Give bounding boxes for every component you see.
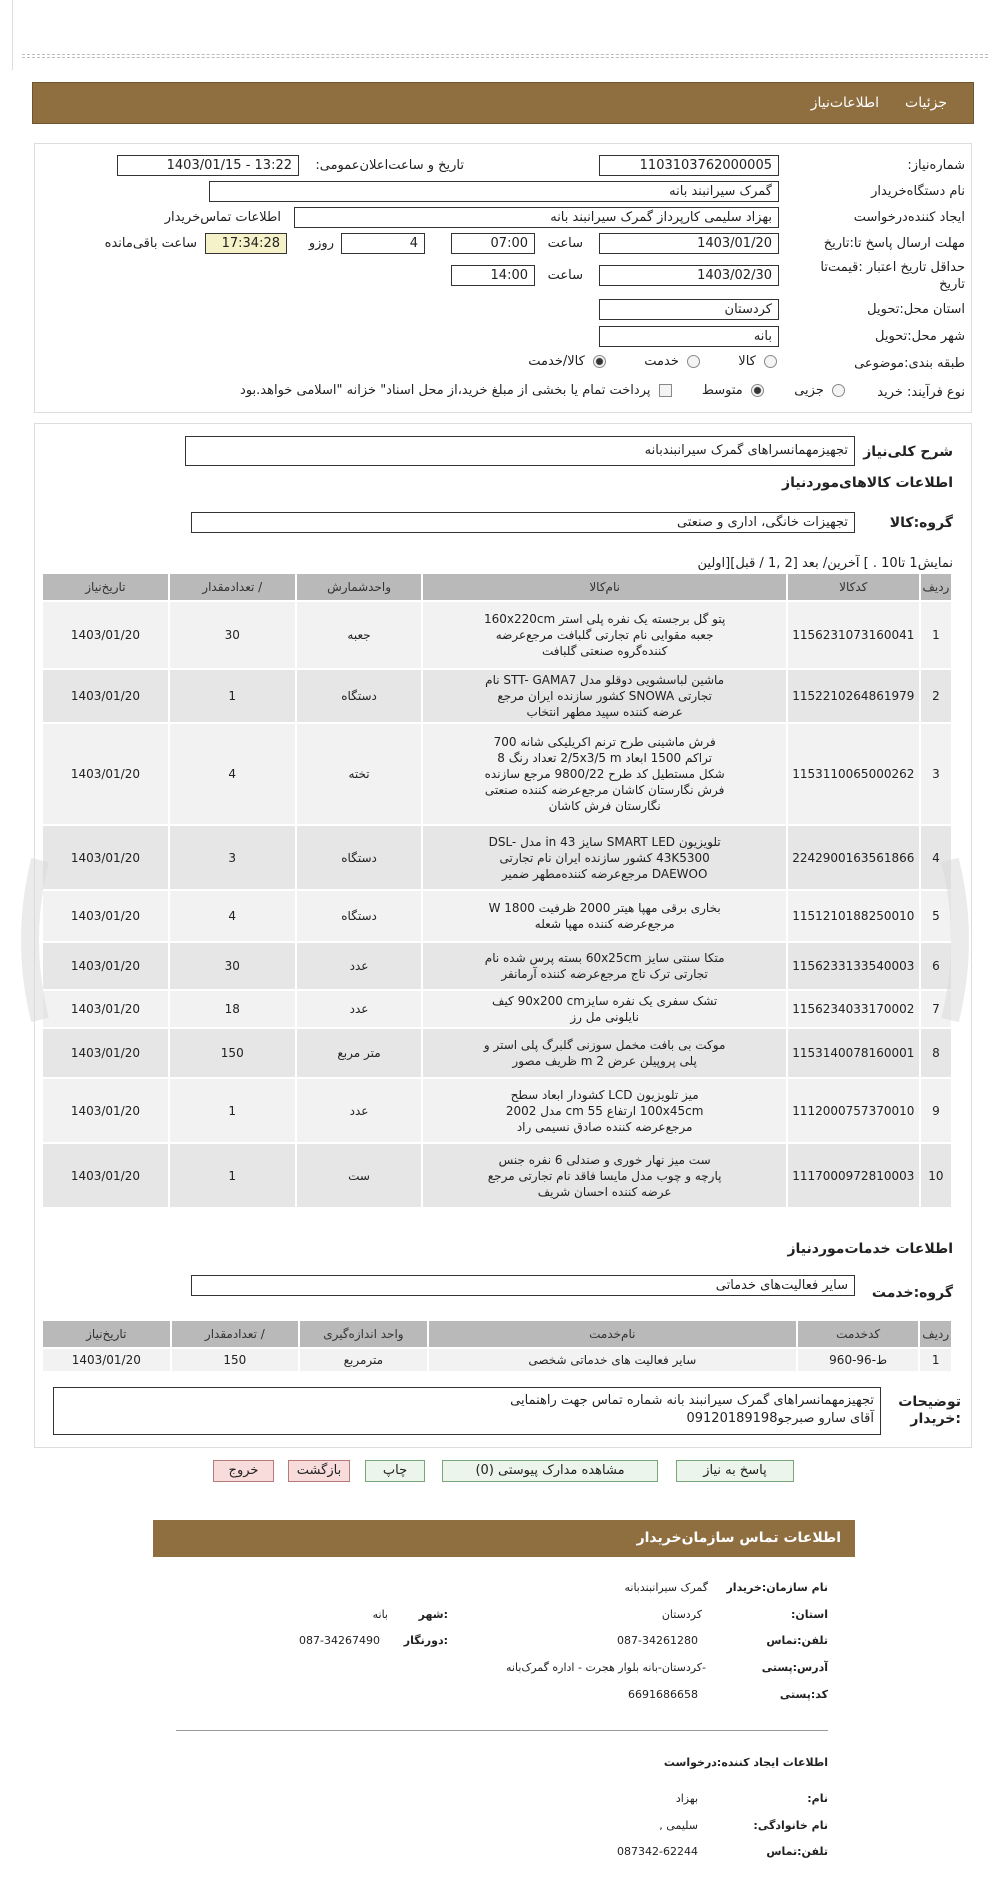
goods-cell-4: 1 xyxy=(169,1078,296,1143)
payment-note: پرداخت تمام یا بخشی از مبلغ خرید،از محل اسناد" خزانه "اسلامی خواهد.بود xyxy=(240,383,651,398)
goods-cell-0: 2 xyxy=(920,669,952,723)
cat-both-label: کالا/خدمت xyxy=(528,354,585,369)
contact-province-value: کردستان xyxy=(661,1608,702,1621)
goods-cell-2: متکا سنتی سایز 60x25cm بسته پرس شده نام تجارتی ترک تاج مرجع‌عرضه کننده آرمانفر xyxy=(422,942,786,990)
goods-group-label: گروه‌:کالا xyxy=(889,515,953,531)
goods-cell-1: 1153110065000262 xyxy=(787,723,920,825)
category-label: طبقه بندی‌:موضوعی xyxy=(854,356,965,371)
service-header-1: کدخدمت xyxy=(797,1320,919,1348)
goods-cell-0: 4 xyxy=(920,825,952,890)
goods-cell-3: دستگاه xyxy=(296,890,423,942)
goods-cell-0: 1 xyxy=(920,601,952,669)
goods-cell-3: دستگاه xyxy=(296,825,423,890)
goods-cell-2: تلویزیون SMART LED سایز 43 in مدل DSL-43K5300 کشور سازنده ایران نام تجارتی DAEWOO مرجع‌عرضه کننده‌مطهر ضمیر xyxy=(422,825,786,890)
table-row xyxy=(42,825,952,890)
goods-cell-0: 8 xyxy=(920,1028,952,1078)
goods-cell-4: 1 xyxy=(169,1143,296,1208)
cat-goods-label: کالا xyxy=(738,354,756,369)
goods-cell-0: 9 xyxy=(920,1078,952,1143)
table-row xyxy=(42,1078,952,1143)
validity-date-field: 1403/02/30 xyxy=(599,265,779,286)
contact-province-label: استان: xyxy=(791,1608,828,1621)
goods-cell-2: بخاری برقی مهپا هیتر 2000 ظرفیت 1800 W مرجع‌عرضه کننده مهپا شعله xyxy=(422,890,786,942)
goods-cell-2: پتو گل برجسته یک نفره پلی استر 160x220cm جعبه مقوایی نام تجارتی گلبافت مرجع‌عرضه کننده‌گروه صنعتی گلبافت xyxy=(422,601,786,669)
goods-title: اطلاعات کالاهای‌مورد‌نیاز xyxy=(782,475,953,491)
goods-cell-5: 1403/01/20 xyxy=(42,825,169,890)
goods-cell-1: 1156233133540003 xyxy=(787,942,920,990)
goods-cell-4: 150 xyxy=(169,1028,296,1078)
print-button[interactable]: چاپ xyxy=(365,1460,425,1482)
contact-divider xyxy=(176,1730,828,1731)
req-phone-label: تلفن‌:تماس xyxy=(766,1845,828,1858)
province-label: استان محل‌:تحویل xyxy=(867,302,965,317)
proc-medium-radio[interactable] xyxy=(751,384,764,397)
org-value: گمرک سیرانبندبانه xyxy=(624,1581,708,1594)
buyer-notes-line2: آقای سارو صبرجو09120189198 xyxy=(686,1411,874,1426)
summary-field: تجهیزمهمانسراهای گمرک سیرانبندبانه xyxy=(185,436,855,466)
service-cell-2: سایر فعالیت های خدماتی شخصی xyxy=(428,1348,797,1372)
goods-cell-3: تخته xyxy=(296,723,423,825)
phone-label: تلفن‌:تماس xyxy=(766,1634,828,1647)
goods-header-3: واحدشمارش xyxy=(296,573,423,601)
tab-need-info[interactable]: اطلاعات‌نیاز xyxy=(810,95,880,111)
city-label: شهر محل‌:تحویل xyxy=(875,329,965,344)
goods-cell-4: 4 xyxy=(169,890,296,942)
service-header-3: واحد اندازه‌گیری xyxy=(299,1320,428,1348)
goods-cell-2: ماشین لباسشویی دوقلو مدل STT- GAMA7 نام تجارتی SNOWA کشور سازنده ایران مرجع عرضه کننده سپید مطهر انتخاب xyxy=(422,669,786,723)
goods-cell-5: 1403/01/20 xyxy=(42,601,169,669)
goods-cell-2: ست میز نهار خوری و صندلی 6 نفره جنس پارچه و چوب مدل مایسا فاقد نام تجارتی مرجع عرضه کننده احسان شریف xyxy=(422,1143,786,1208)
validity-time-label: ساعت xyxy=(547,268,583,283)
services-group-label: گروه‌:خدمت xyxy=(871,1285,953,1301)
table-row xyxy=(42,669,952,723)
goods-cell-5: 1403/01/20 xyxy=(42,1078,169,1143)
buyer-notes-box xyxy=(53,1387,881,1435)
need-number-label: شماره‌نیاز: xyxy=(907,158,965,173)
req-name-value: بهزاد xyxy=(675,1792,698,1805)
buyer-notes-line1: تجهیزمهمانسراهای گمرک سیرانبند بانه شماره تماس جهت راهنمایی xyxy=(510,1393,874,1408)
goods-group-field: تجهیزات خانگی، اداری و صنعتی xyxy=(191,512,855,533)
deadline-time-label: ساعت xyxy=(547,236,583,251)
reply-button[interactable]: پاسخ به نیاز xyxy=(676,1460,794,1482)
goods-cell-2: تشک سفری یک نفره سایز90x200 cm کیف نایلونی مل رز xyxy=(422,990,786,1028)
table-row xyxy=(42,890,952,942)
req-family-value: سلیمی , xyxy=(659,1819,698,1832)
table-row xyxy=(42,990,952,1028)
goods-pager[interactable]: نمایش1 تا10 . ] آخرین/ بعد [2 ,1 / قبل][اولین xyxy=(697,556,953,571)
goods-cell-2: فرش ماشینی طرح ترنم اکریلیکی شانه 700 تراکم 1500 ابعاد 2/5x3/5 m تعداد رنگ 8 شکل مستطیل کد طرح 9800/22 مرجع سازنده فرش نگارستان کاشان مرجع‌عرضه کننده صنعتی نگارستان فرش کاشان xyxy=(422,723,786,825)
days-label: روزو xyxy=(308,236,334,251)
attachments-button[interactable]: مشاهده مدارک پیوستی (0) xyxy=(442,1460,658,1482)
table-row xyxy=(42,723,952,825)
proc-small-label: جزیی xyxy=(794,383,824,398)
address-label: آدرس‌:پستی xyxy=(761,1661,828,1674)
goods-cell-1: 1117000972810003 xyxy=(787,1143,920,1208)
fax-label: :دورنگار xyxy=(403,1634,448,1647)
goods-cell-4: 1 xyxy=(169,669,296,723)
table-row xyxy=(42,1348,952,1372)
table-row xyxy=(42,1143,952,1208)
service-cell-5: 1403/01/20 xyxy=(42,1348,171,1372)
header-bar xyxy=(32,82,974,124)
contact-city-value: بانه xyxy=(372,1608,388,1621)
table-row xyxy=(42,601,952,669)
table-row xyxy=(42,1028,952,1078)
postal-label: کد‌:پستی xyxy=(779,1688,828,1701)
goods-cell-4: 30 xyxy=(169,601,296,669)
process-label: نوع فرآیند: خرید xyxy=(877,385,965,400)
goods-header-2: نام‌کالا xyxy=(422,573,786,601)
goods-cell-4: 4 xyxy=(169,723,296,825)
announce-label: تاریخ و ساعت‌اعلان‌عمومی: xyxy=(315,158,464,173)
req-phone-value: 087342-62244 xyxy=(617,1845,698,1858)
goods-cell-0: 7 xyxy=(920,990,952,1028)
need-number-field: 1103103762000005 xyxy=(599,155,779,176)
page-edge-line xyxy=(12,0,13,70)
goods-cell-0: 5 xyxy=(920,890,952,942)
goods-cell-1: 2242900163561866 xyxy=(787,825,920,890)
phone-value: 087-34261280 xyxy=(617,1634,698,1647)
goods-cell-3: عدد xyxy=(296,1078,423,1143)
service-cell-0: 1 xyxy=(919,1348,952,1372)
service-cell-4: 150 xyxy=(171,1348,300,1372)
deadline-time-field: 07:00 xyxy=(451,233,535,254)
cat-service-radio[interactable] xyxy=(687,355,700,368)
summary-label: شرح کلی‌نیاز xyxy=(863,444,953,460)
service-header-5: تاریخ‌نیاز xyxy=(42,1320,171,1348)
goods-cell-5: 1403/01/20 xyxy=(42,1143,169,1208)
goods-header-1: کدکالا xyxy=(787,573,920,601)
exit-button[interactable]: خروج xyxy=(213,1460,274,1482)
table-row xyxy=(42,942,952,990)
goods-header-4: / تعدادمقدار xyxy=(169,573,296,601)
goods-table xyxy=(41,572,953,1209)
goods-cell-4: 18 xyxy=(169,990,296,1028)
validity-time-field: 14:00 xyxy=(451,265,535,286)
announce-field: 1403/01/15 - 13:22 xyxy=(117,155,299,176)
goods-cell-5: 1403/01/20 xyxy=(42,669,169,723)
goods-cell-5: 1403/01/20 xyxy=(42,942,169,990)
cat-goods-radio[interactable] xyxy=(764,355,777,368)
org-label: نام سازمان‌:خریدار xyxy=(726,1581,828,1594)
validity-label: حداقل تاریخ اعتبار :قیمت‌تا تاریخ xyxy=(820,260,965,292)
goods-cell-5: 1403/01/20 xyxy=(42,1028,169,1078)
details-panel xyxy=(34,423,972,1448)
back-button[interactable]: بازگشت xyxy=(288,1460,350,1482)
cat-service-label: خدمت xyxy=(644,354,679,369)
city-field: بانه xyxy=(599,326,779,347)
creator-label: ایجاد کننده‌درخواست xyxy=(853,210,965,225)
remaining-time-field: 17:34:28 xyxy=(205,233,287,254)
contact-header: اطلاعات تماس سازمان‌خریدار xyxy=(153,1520,855,1557)
goods-cell-2: موکت بی بافت مخمل سوزنی گلبرگ پلی استر و پلی پروپیلن عرض 2 m ظریف مصور xyxy=(422,1028,786,1078)
buyer-notes-label: توضیحات :خریدار xyxy=(898,1394,961,1427)
services-group-field: سایر فعالیت‌های خدماتی xyxy=(191,1275,855,1296)
goods-cell-1: 1153140078160001 xyxy=(787,1028,920,1078)
goods-cell-3: متر مربع xyxy=(296,1028,423,1078)
services-table xyxy=(41,1319,953,1373)
proc-medium-label: متوسط xyxy=(701,383,743,398)
goods-cell-3: جعبه xyxy=(296,601,423,669)
proc-small-radio[interactable] xyxy=(832,384,845,397)
goods-cell-1: 1152210264861979 xyxy=(787,669,920,723)
goods-cell-1: 1156231073160041 xyxy=(787,601,920,669)
goods-cell-3: عدد xyxy=(296,990,423,1028)
fax-value: 087-34267490 xyxy=(299,1634,380,1647)
goods-cell-1: 1112000757370010 xyxy=(787,1078,920,1143)
creator-field: بهزاد سلیمی کارپرداز گمرک سیرانبند بانه xyxy=(294,207,779,228)
top-divider xyxy=(22,54,988,58)
services-title: اطلاعات خدمات‌مورد‌نیاز xyxy=(787,1241,953,1257)
buyer-contact-link[interactable]: اطلاعات تماس‌خریدار xyxy=(164,210,281,225)
address-value: -کردستان-بانه بلوار هجرت - اداره گمرک‌بانه xyxy=(506,1661,706,1674)
service-cell-3: مترمربع xyxy=(299,1348,428,1372)
service-header-2: نام‌خدمت xyxy=(428,1320,797,1348)
treasury-checkbox[interactable] xyxy=(659,384,672,397)
service-header-0: ردیف xyxy=(919,1320,952,1348)
deadline-label: مهلت ارسال پاسخ تا‌:تاریخ xyxy=(823,236,965,251)
buyer-field: گمرک سیرانبند بانه xyxy=(209,181,779,202)
goods-cell-5: 1403/01/20 xyxy=(42,890,169,942)
tab-details[interactable]: جزئیات xyxy=(905,95,947,111)
goods-cell-3: عدد xyxy=(296,942,423,990)
requester-title: اطلاعات ایجاد کننده‌:درخواست xyxy=(663,1756,828,1769)
goods-cell-3: ست xyxy=(296,1143,423,1208)
need-info-panel xyxy=(34,143,972,413)
goods-cell-4: 3 xyxy=(169,825,296,890)
service-cell-1: ط-96-960 xyxy=(797,1348,919,1372)
postal-value: 6691686658 xyxy=(628,1688,698,1701)
days-field: 4 xyxy=(341,233,425,254)
goods-cell-3: دستگاه xyxy=(296,669,423,723)
contact-city-label: :شهر xyxy=(418,1608,448,1621)
req-family-label: نام خانوادگی: xyxy=(753,1819,828,1832)
province-field: کردستان xyxy=(599,299,779,320)
goods-header-0: ردیف xyxy=(920,573,952,601)
remaining-label: ساعت باقی‌مانده xyxy=(104,236,197,251)
goods-header-5: تاریخ‌نیاز xyxy=(42,573,169,601)
goods-cell-4: 30 xyxy=(169,942,296,990)
goods-cell-0: 3 xyxy=(920,723,952,825)
buyer-label: نام دستگاه‌خریدار xyxy=(871,184,965,199)
goods-cell-1: 1156234033170002 xyxy=(787,990,920,1028)
deadline-date-field: 1403/01/20 xyxy=(599,233,779,254)
service-header-4: / تعدادمقدار xyxy=(171,1320,300,1348)
goods-cell-2: میز تلویزیون LCD کشودار ابعاد سطح 100x45cm ارتفاع 55 cm مدل 2002 مرجع‌عرضه کننده صادق نسیمی راد xyxy=(422,1078,786,1143)
goods-cell-5: 1403/01/20 xyxy=(42,990,169,1028)
process-options xyxy=(240,383,849,398)
goods-cell-1: 1151210188250010 xyxy=(787,890,920,942)
goods-cell-5: 1403/01/20 xyxy=(42,723,169,825)
cat-both-radio[interactable] xyxy=(593,355,606,368)
req-name-label: نام: xyxy=(807,1792,828,1805)
category-options xyxy=(528,354,781,369)
goods-cell-0: 10 xyxy=(920,1143,952,1208)
goods-cell-0: 6 xyxy=(920,942,952,990)
